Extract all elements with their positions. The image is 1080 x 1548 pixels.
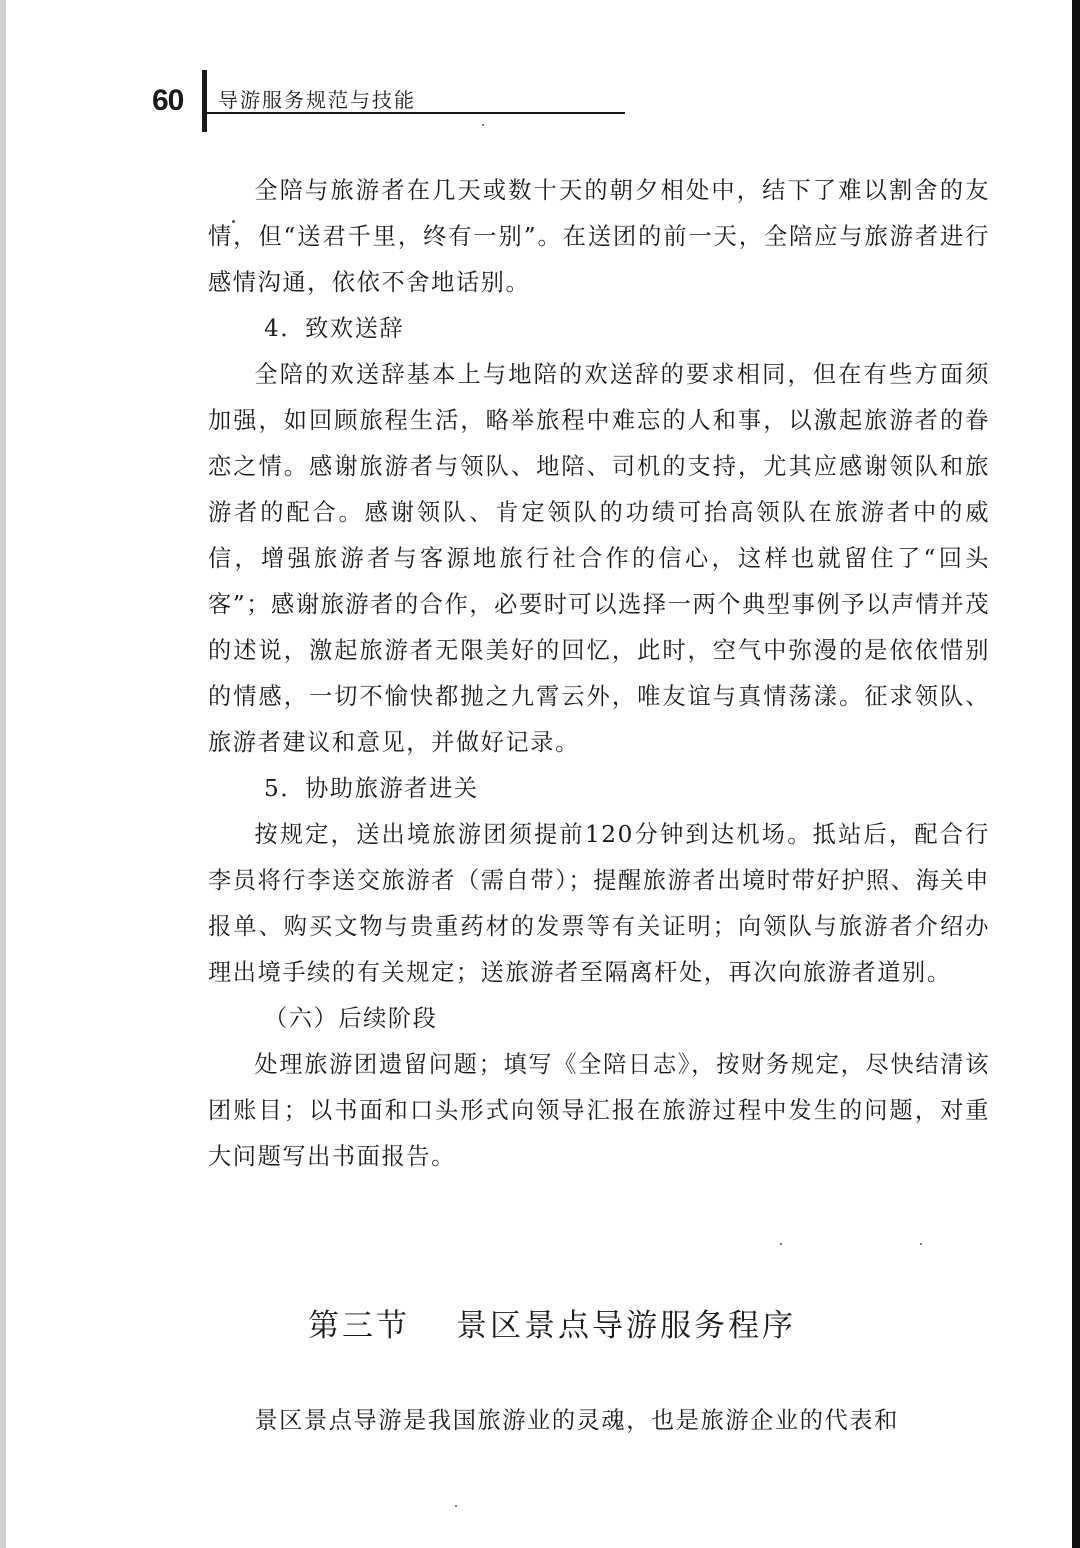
section-title: 景区景点导游服务程序 [456,1308,796,1344]
scan-speck [780,1243,782,1245]
scan-speck [482,124,484,126]
page-header [152,70,632,132]
closing-text [208,1398,990,1444]
subheading-customs-assistance: 5．协助旅游者进关 [264,775,479,802]
scan-edge-right [1072,0,1080,1548]
scan-speck [455,1505,457,1507]
paragraph-farewell: 全陪与旅游者在几天或数十天的朝夕相处中，结下了难以割舍的友情，但“送君千里，终有一别”。在送团的前一天，全陪应与旅游者进行感情沟通，依依不舍地话别。 [208,177,990,296]
paragraph-customs-assistance: 按规定，送出境旅游团须提前120分钟到达机场。抵站后，配合行李员将行李送交旅游者（需自带）；提醒旅游者出境时带好护照、海关申报单、购买文物与贵重药材的发票等有关证明；向领队与旅游者介绍办理出境手续的有关规定；送旅游者至隔离杆处，再次向旅游者道别。 [208,821,990,986]
scan-edge-left [0,0,6,1548]
paragraph-farewell-speech: 全陪的欢送辞基本上与地陪的欢送辞的要求相同，但在有些方面须加强，如回顾旅程生活，略举旅程中难忘的人和事，以激起旅游者的眷恋之情。感谢旅游者与领队、地陪、司机的支持，尤其应感谢领队和旅游者的配合。感谢领队、肯定领队的功绩可抬高领队在旅游者中的威信，增强旅游者与客源地旅行社合作的信心，这样也就留住了“回头客”；感谢旅游者的合作，必要时可以选择一两个典型事例予以声情并茂的述说，激起旅游者无限美好的回忆，此时，空气中弥漫的是依依惜别的情感，一切不愉快都抛之九霄云外，唯友谊与真情荡漾。征求领队、旅游者建议和意见，并做好记录。 [208,361,990,756]
running-title: 导游服务规范与技能 [218,88,416,112]
page-number: 60 [152,84,184,117]
paragraph-scenic-guiding: 景区景点导游是我国旅游业的灵魂，也是旅游企业的代表和 [254,1407,899,1434]
header-vertical-bar [202,70,207,132]
section-number: 第三节 [308,1308,410,1344]
header-rule [207,112,625,114]
body-text [208,168,990,1180]
scan-speck [232,220,235,223]
paragraph-follow-up-stage: 处理旅游团遗留问题；填写《全陪日志》，按财务规定，尽快结清该团账目；以书面和口头形式向领导汇报在旅游过程中发生的问题，对重大问题写出书面报告。 [208,1051,990,1170]
subheading-farewell-speech: 4．致欢送辞 [264,315,405,342]
scan-speck [920,1243,922,1245]
subheading-follow-up-stage: （六）后续阶段 [264,1005,438,1032]
section-heading [308,1300,796,1345]
